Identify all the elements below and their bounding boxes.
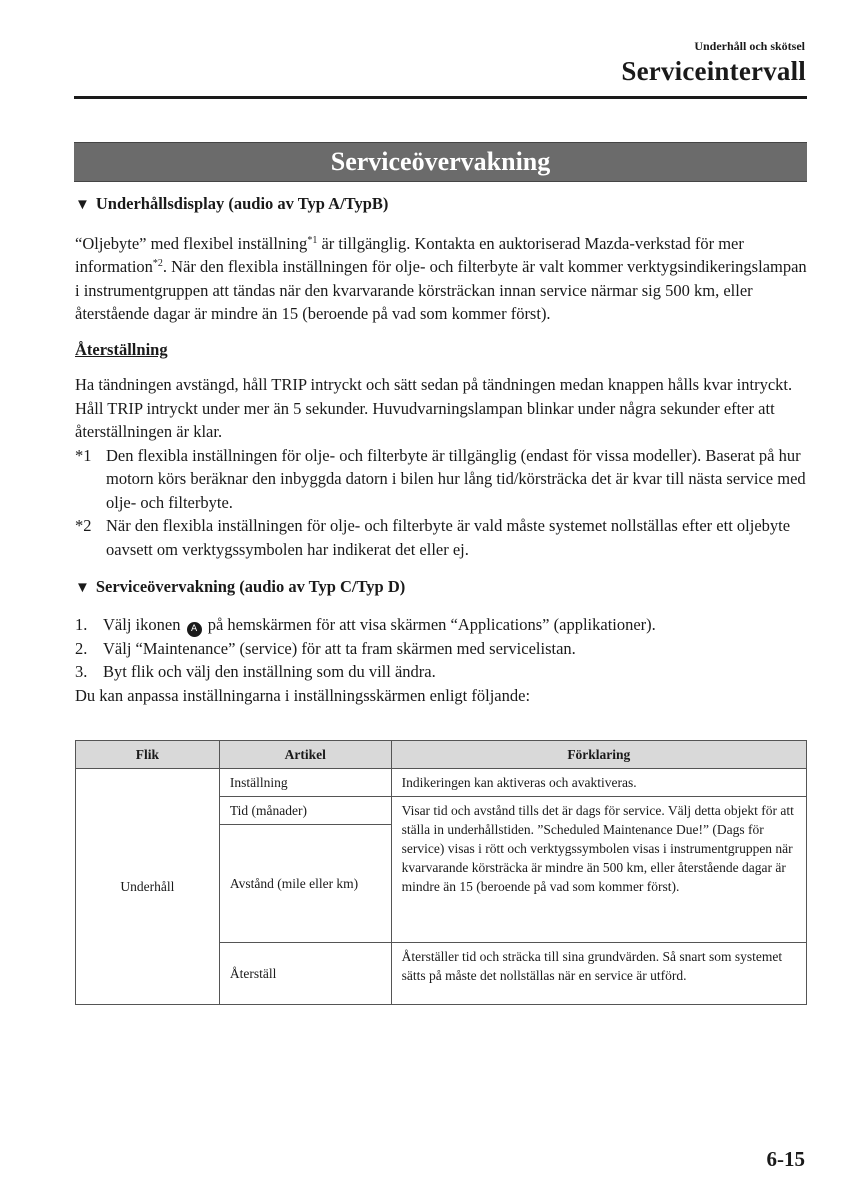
page-number: 6-15: [766, 1147, 805, 1171]
reset-paragraph: Ha tändningen avstängd, håll TRIP intryckt och sätt sedan på tändningen medan knappen hålls kvar intryckt. Håll TRIP intryckt under mer än 5 sekunder. Huvudvarningslampan blinkar under några sekunder efter att återställningen är klar.: [75, 375, 793, 441]
subheading-service-monitoring: [75, 575, 807, 601]
footnote-2: [75, 514, 807, 561]
subheading-text: Underhållsdisplay (audio av Typ A/TypB): [95, 194, 389, 213]
table-intro: Du kan anpassa inställningarna i inställningsskärmen enligt följande:: [75, 685, 531, 705]
footnote-text: Den flexibla inställningen för olje- och filterbyte är tillgänglig (endast för vissa modeller). Baserat på hur motorn körs beräknar den inbyggda datorn i bilen hur lång tid/körsträcka det är kvar till nästa service med olje- och filterbyte.: [106, 445, 806, 512]
intro-text-c: . När den flexibla inställningen för olje- och filterbyte är valt kommer verktygsindikeringslampan i instrumentgruppen att tändas när den kvarvarande körsträckan innan service närmar sig 500 km, eller återstående dagar är mindre än 15 (beroende på vad som kommer först).: [75, 257, 807, 323]
reset-heading: Återställning: [75, 339, 168, 359]
item-cell: Återställ: [219, 943, 391, 1005]
step-item: [75, 660, 807, 684]
applications-icon: A: [187, 622, 202, 637]
column-header-item: Artikel: [219, 741, 391, 769]
step-item: [75, 637, 807, 661]
tab-cell: Underhåll: [76, 769, 220, 1005]
footnote-1: [75, 444, 807, 515]
topic-banner: Serviceövervakning: [74, 142, 807, 182]
intro-text-a: “Oljebyte” med flexibel inställning: [75, 233, 308, 253]
item-cell: Tid (månader): [219, 797, 391, 825]
footnote-text: När den flexibla inställningen för olje- och filterbyte är vald måste systemet nollställas efter ett oljebyte oavsett om verktygssymbolen har indikerat det eller ej.: [106, 516, 791, 559]
step-number: 1.: [75, 614, 88, 634]
table-header-row: [76, 741, 807, 769]
intro-paragraph: [75, 232, 807, 326]
step-text: [103, 613, 656, 637]
explanation-cell: Indikeringen kan aktiveras och avaktiveras.: [391, 769, 806, 797]
step-item: [75, 613, 807, 637]
footnote-mark: *2: [75, 516, 92, 535]
step-text: Välj “Maintenance” (service) för att ta fram skärmen med servicelistan.: [103, 638, 576, 658]
column-header-tab: Flik: [76, 741, 220, 769]
subheading-text: Serviceövervakning (audio av Typ C/Typ D): [95, 577, 406, 596]
section-title: Underhåll och skötsel: [694, 39, 805, 53]
settings-table: [75, 740, 807, 1005]
header-rule: [74, 96, 807, 99]
footnote-ref-1: *1: [307, 234, 318, 246]
step-number: 2.: [75, 638, 88, 658]
triangle-marker-icon: ▼: [75, 580, 90, 596]
step-text-a: Välj ikonen: [103, 614, 185, 634]
intro-text-b: är tillgänglig. Kontakta en auktoriserad Mazda-verkstad för mer information: [75, 233, 744, 276]
main-content: [75, 192, 807, 707]
step-number: 3.: [75, 662, 88, 681]
item-cell: Avstånd (mile eller km): [219, 825, 391, 943]
step-text: Byt flik och välj den inställning som du vill ändra.: [103, 662, 436, 681]
table-row: [76, 769, 807, 797]
explanation-cell: Återställer tid och sträcka till sina grundvärden. Så snart som systemet sätts på måste det nollställas när en service är utförd.: [391, 943, 806, 1005]
footnote-ref-2: *2: [152, 258, 163, 269]
subheading-maintenance-display: [75, 192, 807, 218]
explanation-cell: Visar tid och avstånd tills det är dags för service. Välj detta objekt för att ställa in underhållstiden. ”Scheduled Maintenance Due!” (Dags för service) visas i rött och verktygssymbolen visas i instrumentgruppen när kvarvarande körsträcka är mindre än 500 km, eller återstående dagar är mindre än 15 (beroende på vad som kommer först).: [391, 797, 806, 943]
footnote-mark: *1: [75, 445, 92, 465]
item-cell: Inställning: [219, 769, 391, 797]
column-header-explanation: Förklaring: [391, 741, 806, 769]
triangle-marker-icon: ▼: [75, 197, 90, 213]
step-text-b: på hemskärmen för att visa skärmen “Applications” (applikationer).: [203, 614, 656, 634]
chapter-title: Serviceintervall: [621, 56, 806, 86]
